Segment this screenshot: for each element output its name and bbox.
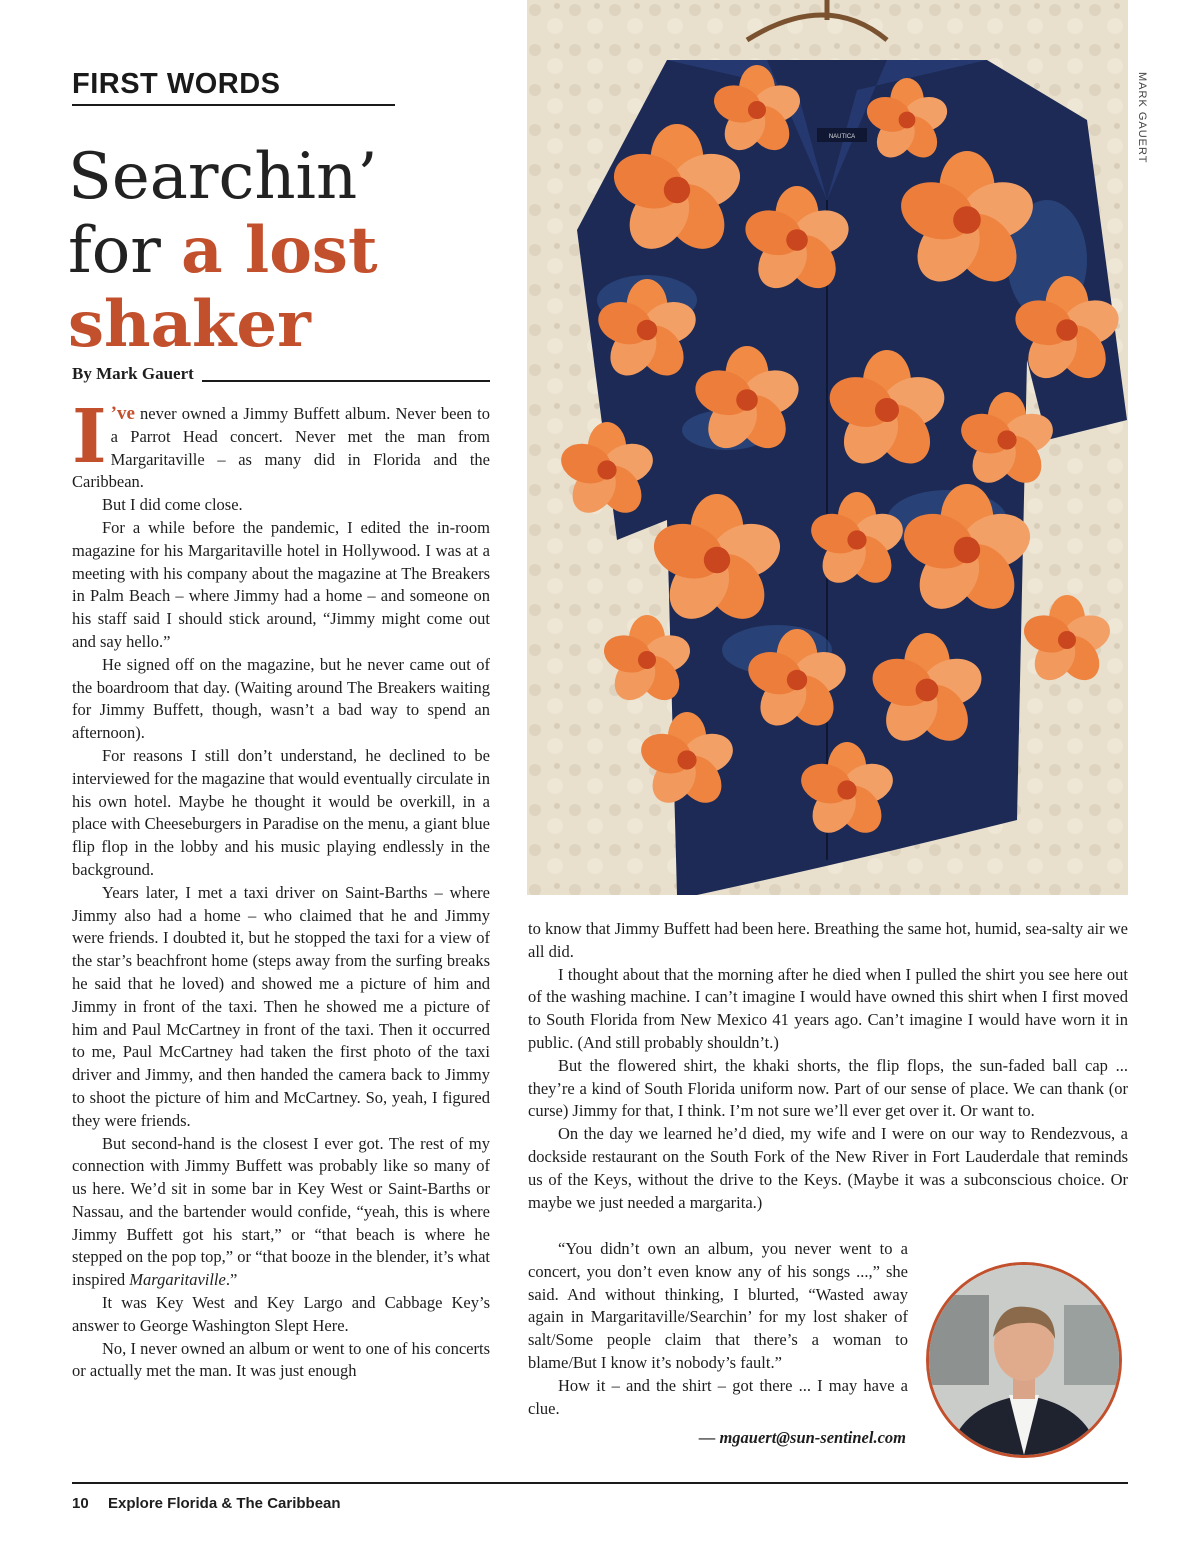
- paragraph-9-continued: to know that Jimmy Buffett had been here. Breathing the same hot, humid, sea-salty air we all did.: [528, 919, 1128, 961]
- paragraph-3: For a while before the pandemic, I edited the in-room magazine for his Margaritaville hotel in Hollywood. I was at a meeting with his company about the magazine at The Breakers in Palm Beach – where Jimmy had a home – and someone on his staff said I should stick around, “Jimmy might come out and say hello.”: [72, 517, 490, 651]
- headline: [68, 140, 508, 362]
- drop-cap: I: [72, 394, 107, 480]
- headline-plain: for: [68, 214, 182, 288]
- page-number: 10: [72, 1495, 89, 1512]
- paragraph-4: He signed off on the magazine, but he never came out of the boardroom that day. (Waiting around The Breakers waiting for Jimmy Buffett, though, wasn’t a bad way to spend an afternoon).: [72, 654, 490, 743]
- paragraph-8: It was Key West and Key Largo and Cabbage Key’s answer to George Washington Slept Here.: [72, 1293, 490, 1335]
- drop-cap-tail: ’ve: [110, 403, 135, 424]
- paragraph-1: [72, 394, 490, 494]
- footer-rule: [72, 1482, 1128, 1484]
- paragraph-12: On the day we learned he’d died, my wife and I were on our way to Rendezvous, a dockside restaurant on the South Fork of the New River in Fort Lauderdale that reminds us of the Keys, without the drive to the Keys. (Maybe it was a subconscious choice. Or maybe we just needed a margarita.): [528, 1124, 1128, 1212]
- headline-line-3: shaker: [68, 287, 311, 362]
- headline-accent: a lost: [181, 213, 378, 288]
- paragraph-9-start: No, I never owned an album or went to one of his concerts or actually met the man. It was just enough: [72, 1338, 490, 1381]
- byline: By Mark Gauert: [72, 364, 194, 383]
- section-rule: [72, 104, 395, 106]
- paragraph-7-italic: Margaritaville: [129, 1270, 226, 1290]
- article-column-narrow: [528, 1238, 908, 1420]
- publication-name: Explore Florida & The Caribbean: [108, 1495, 341, 1512]
- author-portrait: [926, 1262, 1122, 1458]
- paragraph-7: [72, 1133, 490, 1293]
- paragraph-10: I thought about that the morning after he died when I pulled the shirt you see here out of the washing machine. I can’t imagine I would have owned this shirt when I first moved to South Florida from New Mexico 41 years ago. Can’t imagine I would have worn it in public. (And still probably shouldn’t.): [528, 964, 1128, 1052]
- shirt-illustration: [527, 0, 1128, 895]
- article-column-right: [528, 918, 1128, 1214]
- headline-line-2: [68, 214, 508, 288]
- author-photo-illustration: [929, 1265, 1119, 1455]
- paragraph-5: For reasons I still don’t understand, he declined to be interviewed for the magazine that would eventually circulate in his own hotel. Maybe he thought it would be overkill, in a place with Cheeseburgers in Paradise on the menu, a giant blue flip flop in the lobby and his music playing endlessly in the background.: [72, 745, 490, 879]
- headline-line-1: Searchin’: [68, 140, 378, 214]
- section-label: FIRST WORDS: [72, 68, 281, 100]
- paragraph-7-end: .”: [225, 1270, 238, 1290]
- shirt-photo: [527, 0, 1128, 895]
- shirt-label: NAUTICA: [828, 134, 856, 140]
- paragraph-7-text: But second-hand is the closest I ever got. The rest of my connection with Jimmy Buffett was probably like so many of us here. We’d sit in some bar in Key West or Saint-Barths or Nassau, and the bartender would confide, “yeah, this is where Jimmy Buffett got his start,” or “that beach is where he stepped on the pop top,” or “that booze in the blender, it’s what inspired: [72, 1133, 490, 1290]
- photo-credit: MARK GAUERT: [1136, 72, 1148, 164]
- author-email: — mgauert@sun-sentinel.com: [698, 1428, 906, 1447]
- paragraph-6: Years later, I met a taxi driver on Saint-Barths – where Jimmy also had a home – who claimed that he and Jimmy were friends. I doubted it, but he stopped the taxi for a view of the star’s beachfront home (steps away from the surfing breaks he said that he loved) and showed me a picture of him and Jimmy in front of the taxi. Then he showed me a picture of him and Paul McCartney in front of the taxi. Then it occurred to me, Paul McCartney had taken the first photo of the taxi driver and Jimmy, and then handed the camera back to Jimmy to shoot the picture of him and McCartney. So, yeah, I figured they were friends.: [72, 882, 490, 1130]
- byline-rule: [202, 380, 490, 382]
- paragraph-2: But I did come close.: [102, 495, 243, 515]
- paragraph-14: How it – and the shirt – got there ... I may have a clue.: [528, 1375, 908, 1418]
- paragraph-11: But the flowered shirt, the khaki shorts, the flip flops, the sun-faded ball cap ... they’re a kind of South Florida uniform now. Part of our sense of place. We can thank (or curse) Jimmy for that, I think. I’m not sure we’ll ever get over it. Or want to.: [528, 1055, 1128, 1121]
- article-column-left: [72, 394, 490, 1383]
- paragraph-1-text: never owned a Jimmy Buffett album. Never been to a Parrot Head concert. Never met the man from Margaritaville – as many did in Florida and the Caribbean.: [72, 404, 490, 492]
- paragraph-13: “You didn’t own an album, you never went to a concert, you don’t even know any of his songs ...,” she said. And without thinking, I blurted, “Wasted away again in Margaritaville/Searchin’ for my lost shaker of salt/Some people claim that there’s a woman to blame/But I know it’s nobody’s fault.”: [528, 1239, 908, 1372]
- byline-row: [72, 364, 490, 384]
